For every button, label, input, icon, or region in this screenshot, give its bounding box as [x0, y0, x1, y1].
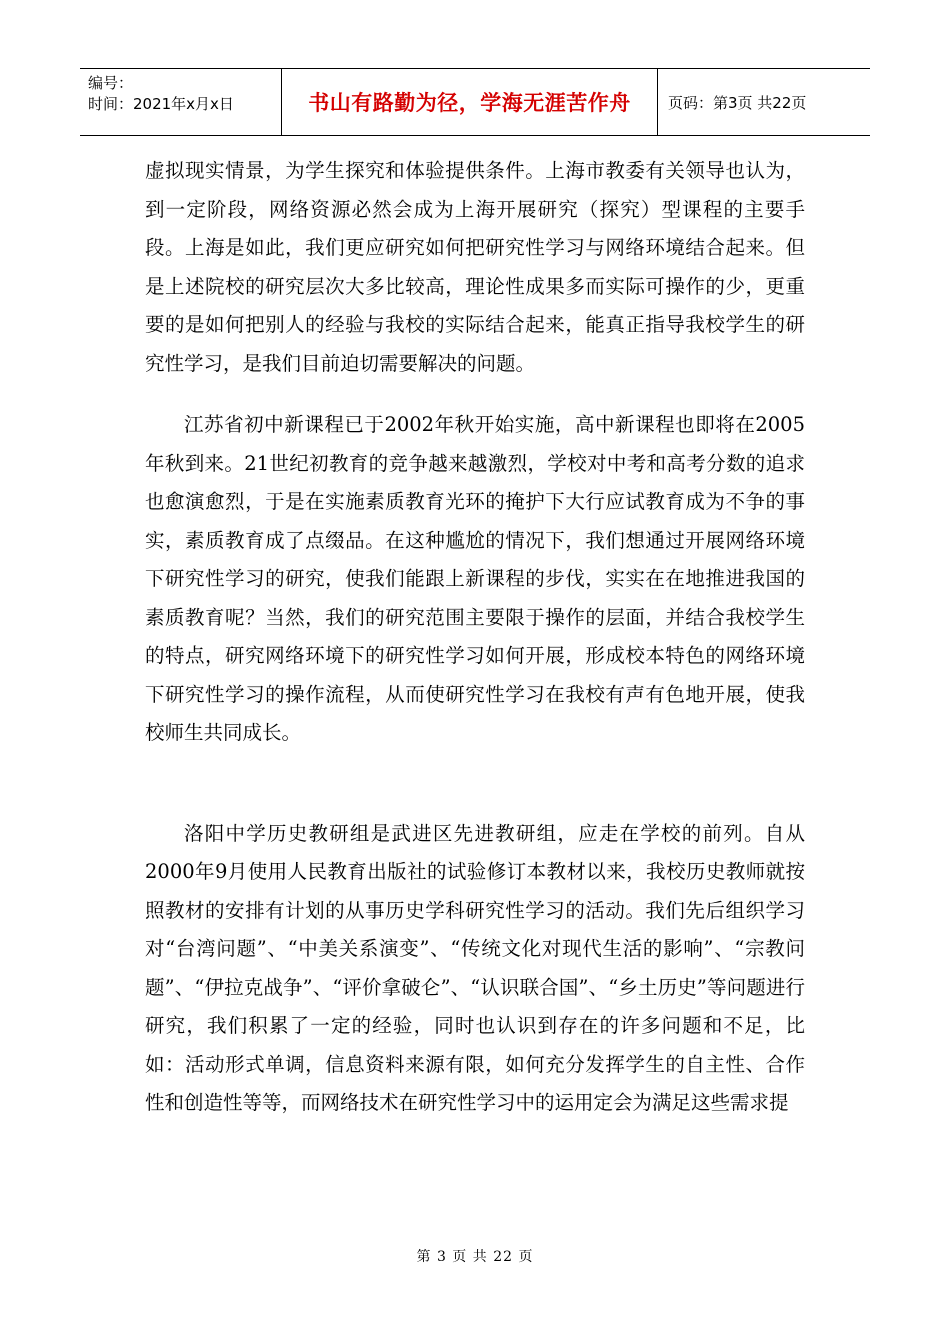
page-footer: 第 3 页 共 22 页 — [416, 1249, 534, 1265]
paragraph-history-group: 洛阳中学历史教研组是武进区先进教研组，应走在学校的前列。自从2000年9月使用人民教育出版社的试验修订本教材以来，我校历史教师就按照教材的安排有计划的从事历史学科研究性学习的活动。我们先后组织学习对“台湾问题”、“中美关系演变”、“传统文化对现代生活的影响”、“宗教问题”、“伊拉克战争”、“评价拿破仑”、“认识联合国”、“乡土历史”等问题进行研究，我们积累了一定的经验，同时也认识到存在的许多问题和不足，比如：活动形式单调，信息资料来源有限，如何充分发挥学生的自主性、合作性和创造性等等，而网络技术在研究性学习中的运用定会为满足这些需求提 — [145, 821, 805, 1114]
header-motto: 书山有路勤为径，学海无涯苦作舟 — [282, 69, 658, 135]
document-header — [80, 68, 870, 136]
document-date-label: 时间：2021年x月x日 — [88, 95, 234, 113]
paragraph-continued: 虚拟现实情景，为学生探究和体验提供条件。上海市教委有关领导也认为，到一定阶段，网络资源必然会成为上海开展研究（探究）型课程的主要手段。上海是如此，我们更应研究如何把研究性学习与网络环境结合起来。但是上述院校的研究层次大多比较高，理论性成果多而实际可操作的少，更重要的是如何把别人的经验与我校的实际结合起来，能真正指导我校学生的研究性学习，是我们目前迫切需要解决的问题。 — [145, 159, 805, 375]
paragraph-curriculum: 江苏省初中新课程已于2002年秋开始实施，高中新课程也即将在2005年秋到来。21世纪初教育的竞争越来越激烈，学校对中考和高考分数的追求也愈演愈烈，于是在实施素质教育光环的掩护下大行应试教育成为不争的事实，素质教育成了点缀品。在这种尴尬的情况下，我们想通过开展网络环境下研究性学习的研究，使我们能跟上新课程的步伐，实实在在地推进我国的素质教育呢？当然，我们的研究范围主要限于操作的层面，并结合我校学生的特点，研究网络环境下的研究性学习如何开展，形成校本特色的网络环境下研究性学习的操作流程，从而使研究性学习在我校有声有色地开展，使我校师生共同成长。 — [145, 413, 805, 744]
document-number-label: 编号： — [88, 74, 134, 92]
header-page-info: 页码：第3页 共22页 — [668, 93, 807, 112]
header-meta-cell — [80, 69, 282, 135]
document-body — [145, 152, 805, 1123]
